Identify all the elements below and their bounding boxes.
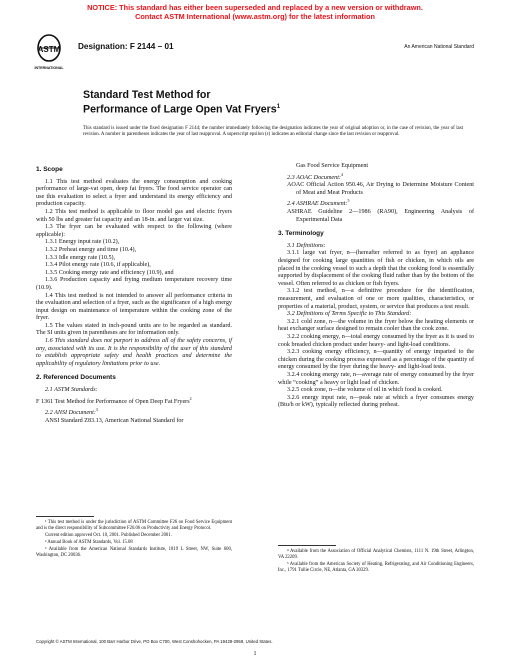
withdrawal-notice [0, 3, 510, 21]
list-item: 1.3.4 Pilot energy rate (10.6, if applicable), [45, 262, 151, 269]
notice-line-2: Contact ASTM International (www.astm.org) for the latest information [135, 12, 375, 21]
notice-line-1: NOTICE: This standard has either been superseded and replaced by a new version or withdrawn. [87, 3, 423, 12]
left-column [36, 160, 232, 426]
list-item: 1.3.3 Idle energy rate (10.5), [45, 254, 116, 261]
page-number: 1 [253, 651, 257, 657]
title-footnote-ref: 1 [276, 104, 281, 110]
paragraph-1-6: 1.6 This standard does not purport to address all of the safety concerns, if any, associated with its use. It is the responsibility of the user of this standard to establish appropriate safety and health practices and determine the applicability of regulatory limitations prior to use. [36, 338, 232, 367]
definition-3-2-1: 3.2.1 cold zone, n—the volume in the fryer below the heating elements or heat exchanger surface designed to remain cooler than the cook zone. [278, 318, 474, 333]
title-line-1: Standard Test Method for [83, 89, 211, 101]
footnote-divider [36, 516, 94, 517]
paragraph-1-5: 1.5 The values stated in inch-pound units are to be regarded as standard. The SI units given in parentheses are for information only. [36, 322, 232, 337]
paragraph-1-4: 1.4 This test method is not intended to answer all performance criteria in the evaluation and selection of a fryer, such as the significance of a high energy input design on maintenance of temperature within the cooking zone of the fryer. [36, 292, 232, 322]
paragraph-1-2: 1.2 This test method is applicable to floor model gas and electric fryers with 50 lbs and greater fat capacity and an 18-in. and larger vat size. [36, 208, 232, 223]
svg-text:ASTM: ASTM [37, 45, 61, 54]
definition-3-1-2: 3.1.2 test method, n—a definitive procedure for the identification, measurement, and evaluation of one or more qualities, characteristics, or properties of a material, product, system, or service that produces a test result. [278, 288, 474, 310]
astm-logo-icon [36, 33, 62, 73]
reference-ansi: ANSI Standard Z83.13, American National Standard for [45, 417, 184, 424]
list-item: 1.3.6 Production capacity and frying medium temperature recovery time (10.9). [36, 277, 232, 291]
paragraph-3-1: 3.1 Definitions: [287, 242, 326, 249]
paragraph-2-3: 2.3 AOAC Document:$^4$ [287, 171, 343, 181]
footnotes-left [36, 520, 232, 559]
footnote: Current edition approved Oct. 10, 2001. Published December 2001. [45, 532, 172, 538]
designation: Designation: F 2144 – 01 [78, 42, 174, 51]
logo-text: INTERNATIONAL [34, 66, 64, 70]
list-item: 1.3.5 Cooking energy rate and efficiency (10.9), and [45, 269, 174, 276]
footnote: ¹ This test method is under the jurisdiction of ASTM Committee F26 on Food Service Equipment and is the direct responsibility of Subcommittee F26.06 on Productivity and Energy Protocol. [36, 520, 232, 531]
paragraph-2-2: 2.2 ANSI Document:$^3$ [45, 407, 98, 417]
footnote-divider [278, 545, 336, 546]
title-line-2: Performance of Large Open Vat Fryers [83, 103, 277, 116]
section-heading-terminology: 3. Terminology [278, 230, 324, 238]
paragraph-2-4: 2.4 ASHRAE Document:$^5$ [287, 198, 350, 208]
list-item: 1.3.2 Preheat energy and time (10.4), [45, 246, 137, 253]
section-heading-referenced-documents: 2. Referenced Documents [36, 374, 116, 382]
right-column [278, 163, 474, 410]
footnote: ⁴ Available from the Association of Official Analytical Chemists, 1111 N. 19th Street, Arlington, VA 22209. [278, 549, 474, 560]
definition-3-2-3: 3.2.3 cooking energy efficiency, n—quantity of energy imparted to the chicken during the cooking process expressed as a percentage of the quantity of energy consumed by the fryer during the heavy- and light-load tests. [278, 349, 474, 371]
section-heading-scope: 1. Scope [36, 166, 63, 173]
definition-3-2-4: 3.2.4 cooking energy rate, n—average rate of energy consumed by the fryer while “cooking” a heavy or light load of chicken. [278, 371, 474, 386]
footnotes-right [278, 549, 474, 575]
definition-3-2-5: 3.2.5 cook zone, n—the volume of oil in which food is cooked. [287, 387, 443, 394]
definition-3-2-6: 3.2.6 energy input rate, n—peak rate at which a fryer consumes energy (Btu/h or kW), typically reflected during preheat. [278, 394, 474, 409]
american-national-standard-label: An American National Standard [404, 44, 474, 50]
document-title [83, 89, 280, 116]
reference-ansi-continued: Gas Food Service Equipment [296, 163, 369, 169]
reference-ashrae: ASHRAE Guideline 2—1986 (RA90), Engineering Analysis of Experimental Data [287, 209, 474, 223]
reference-aoac: AOAC Official Action 950.46, Air Drying to Determine Moisture Content of Meat and Meat Products [287, 182, 474, 196]
paragraph-1-3: 1.3 The fryer can be evaluated with respect to the following (where applicable): [36, 224, 232, 238]
paragraph-3-2: 3.2 Definitions of Terms Specific to This Standard: [287, 311, 412, 318]
footnote: ⁵ Available from the American Society of Heating, Refrigerating, and Air Conditioning Engineers, Inc., 1791 Tullie Circle, NE, Atlanta, GA 30329. [278, 561, 474, 573]
definition-3-1-1: 3.1.1 large vat fryer, n—(hereafter referred to as fryer) an appliance designed for cooking large quantities of fish or chicken, in which oils are placed in the cooking vessel to such a depth that the cooking food is essentially supported by displacement of the cooking fluid rather than by the bottom of the vessel. Often referred to as chicken or fish fryers. [278, 250, 474, 287]
list-item: 1.3.1 Energy input rate (10.2), [45, 239, 120, 246]
footnote: ² Annual Book of ASTM Standards, Vol. 15.08 [45, 539, 133, 545]
footnote: ³ Available from the American National Standards Institute, 1819 L Street, NW, Suite 600, Washington, DC 20036. [36, 546, 232, 558]
reference-f1361: F 1361 Test Method for Performance of Open Deep Fat Fryers$^2$ [36, 395, 192, 405]
copyright-line: Copyright © ASTM International, 100 Barr Harbor Drive, PO Box C700, West Conshohocken, PA 19428-2959, United States. [36, 639, 273, 644]
issuance-note: This standard is issued under the fixed designation F 2144; the number immediately following the designation indicates the year of original adoption or, in the case of revision, the year of last revision. A number in parentheses indicates the year of last reapproval. A superscript epsilon (ε) indicates an editorial change since the last revision or reapproval. [83, 126, 463, 138]
paragraph-2-1: 2.1 ASTM Standards: [45, 387, 98, 394]
definition-3-2-2: 3.2.2 cooking energy, n—total energy consumed by the fryer as it is used to cook breaded chicken product under heavy- and light-load conditions. [278, 333, 474, 348]
paragraph-1-1: 1.1 This test method evaluates the energy consumption and cooking performance of large-vat open, deep fat fryers. The food service operator can use this evaluation to select a fryer and understand its energy efficiency and production capacity. [36, 178, 232, 208]
